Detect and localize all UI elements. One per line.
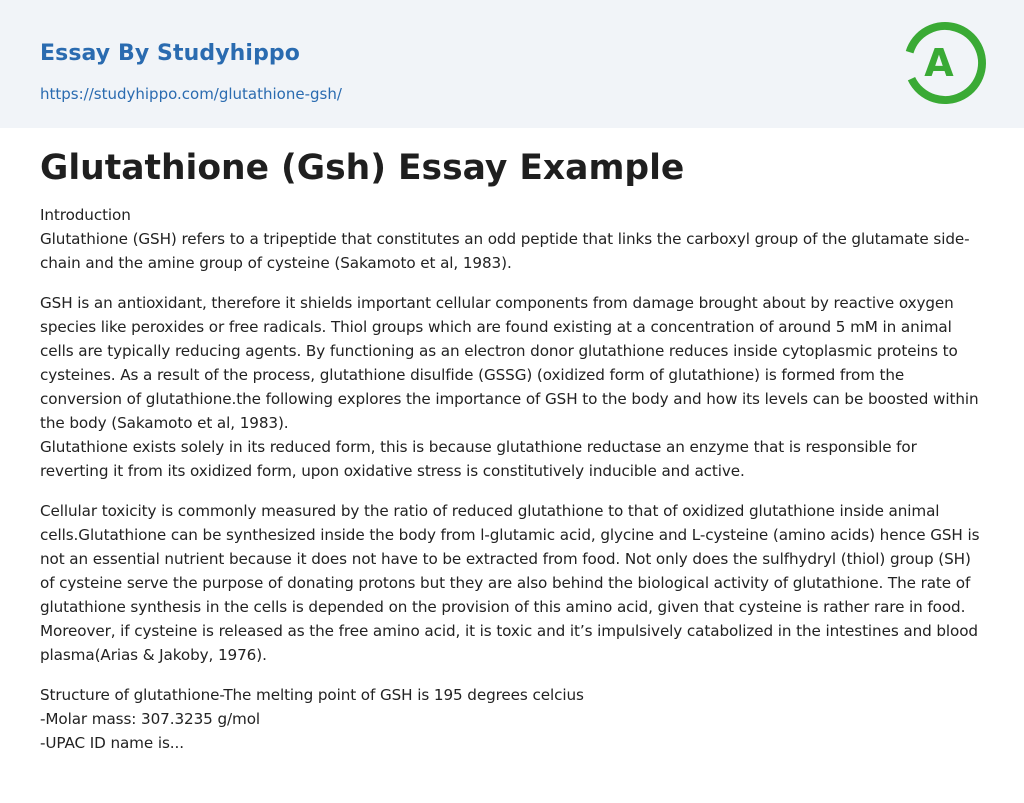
article bbox=[40, 143, 986, 771]
paragraph-structure bbox=[40, 683, 986, 755]
paragraph-line: -Molar mass: 307.3235 g/mol bbox=[40, 710, 261, 728]
paragraph-line: Introduction bbox=[40, 206, 131, 224]
paragraph-line: -UPAC ID name is... bbox=[40, 734, 184, 752]
paragraph-line: Cellular toxicity is commonly measured by the ratio of reduced glutathione to that of oxidized glutathione inside animal cells.Glutathione can be synthesized inside the body from l-glutamic acid, glycine and L-cysteine (amino acids) hence GSH is not an essential nutrient because it does not have to be extracted from food. Not only does the sulfhydryl (thiol) group (SH) of cysteine serve the purpose of donating protons but they are also behind the biological activity of glutathione. The rate of glutathione synthesis in the cells is depended on the provision of this amino acid, given that cysteine is rather rare in food. Moreover, if cysteine is released as the free amino acid, it is toxic and it’s impulsively catabolized in the intestines and blood plasma(Arias & Jakoby, 1976). bbox=[40, 502, 980, 664]
paragraph-line: Structure of glutathione-The melting point of GSH is 195 degrees celcius bbox=[40, 686, 584, 704]
logo-letter: A bbox=[924, 41, 954, 85]
paragraph-introduction bbox=[40, 203, 986, 275]
paragraph-cellular-toxicity bbox=[40, 499, 986, 667]
brand-title[interactable]: Essay By Studyhippo bbox=[40, 41, 300, 66]
site-header bbox=[0, 0, 1024, 128]
paragraph-line: Glutathione (GSH) refers to a tripeptide that constitutes an odd peptide that links the carboxyl group of the glutamate side-chain and the amine group of cysteine (Sakamoto et al, 1983). bbox=[40, 230, 970, 272]
page-title: Glutathione (Gsh) Essay Example bbox=[40, 148, 685, 188]
paragraph-line: GSH is an antioxidant, therefore it shields important cellular components from damage brought about by reactive oxygen species like peroxides or free radicals. Thiol groups which are found existing at a concentration of around 5 mM in animal cells are typically reducing agents. By functioning as an electron donor glutathione reduces inside cytoplasmic proteins to cysteines. As a result of the process, glutathione disulfide (GSSG) (oxidized form of glutathione) is formed from the conversion of glutathione.the following explores the importance of GSH to the body and how its levels can be boosted within the body (Sakamoto et al, 1983). bbox=[40, 294, 979, 432]
paragraph-antioxidant bbox=[40, 291, 986, 483]
page-url-link[interactable]: https://studyhippo.com/glutathione-gsh/ bbox=[40, 85, 342, 103]
studyhippo-logo-icon[interactable] bbox=[895, 18, 987, 108]
paragraph-line: Glutathione exists solely in its reduced form, this is because glutathione reductase an enzyme that is responsible for reverting it from its oxidized form, upon oxidative stress is constitutively inducible and active. bbox=[40, 438, 917, 480]
